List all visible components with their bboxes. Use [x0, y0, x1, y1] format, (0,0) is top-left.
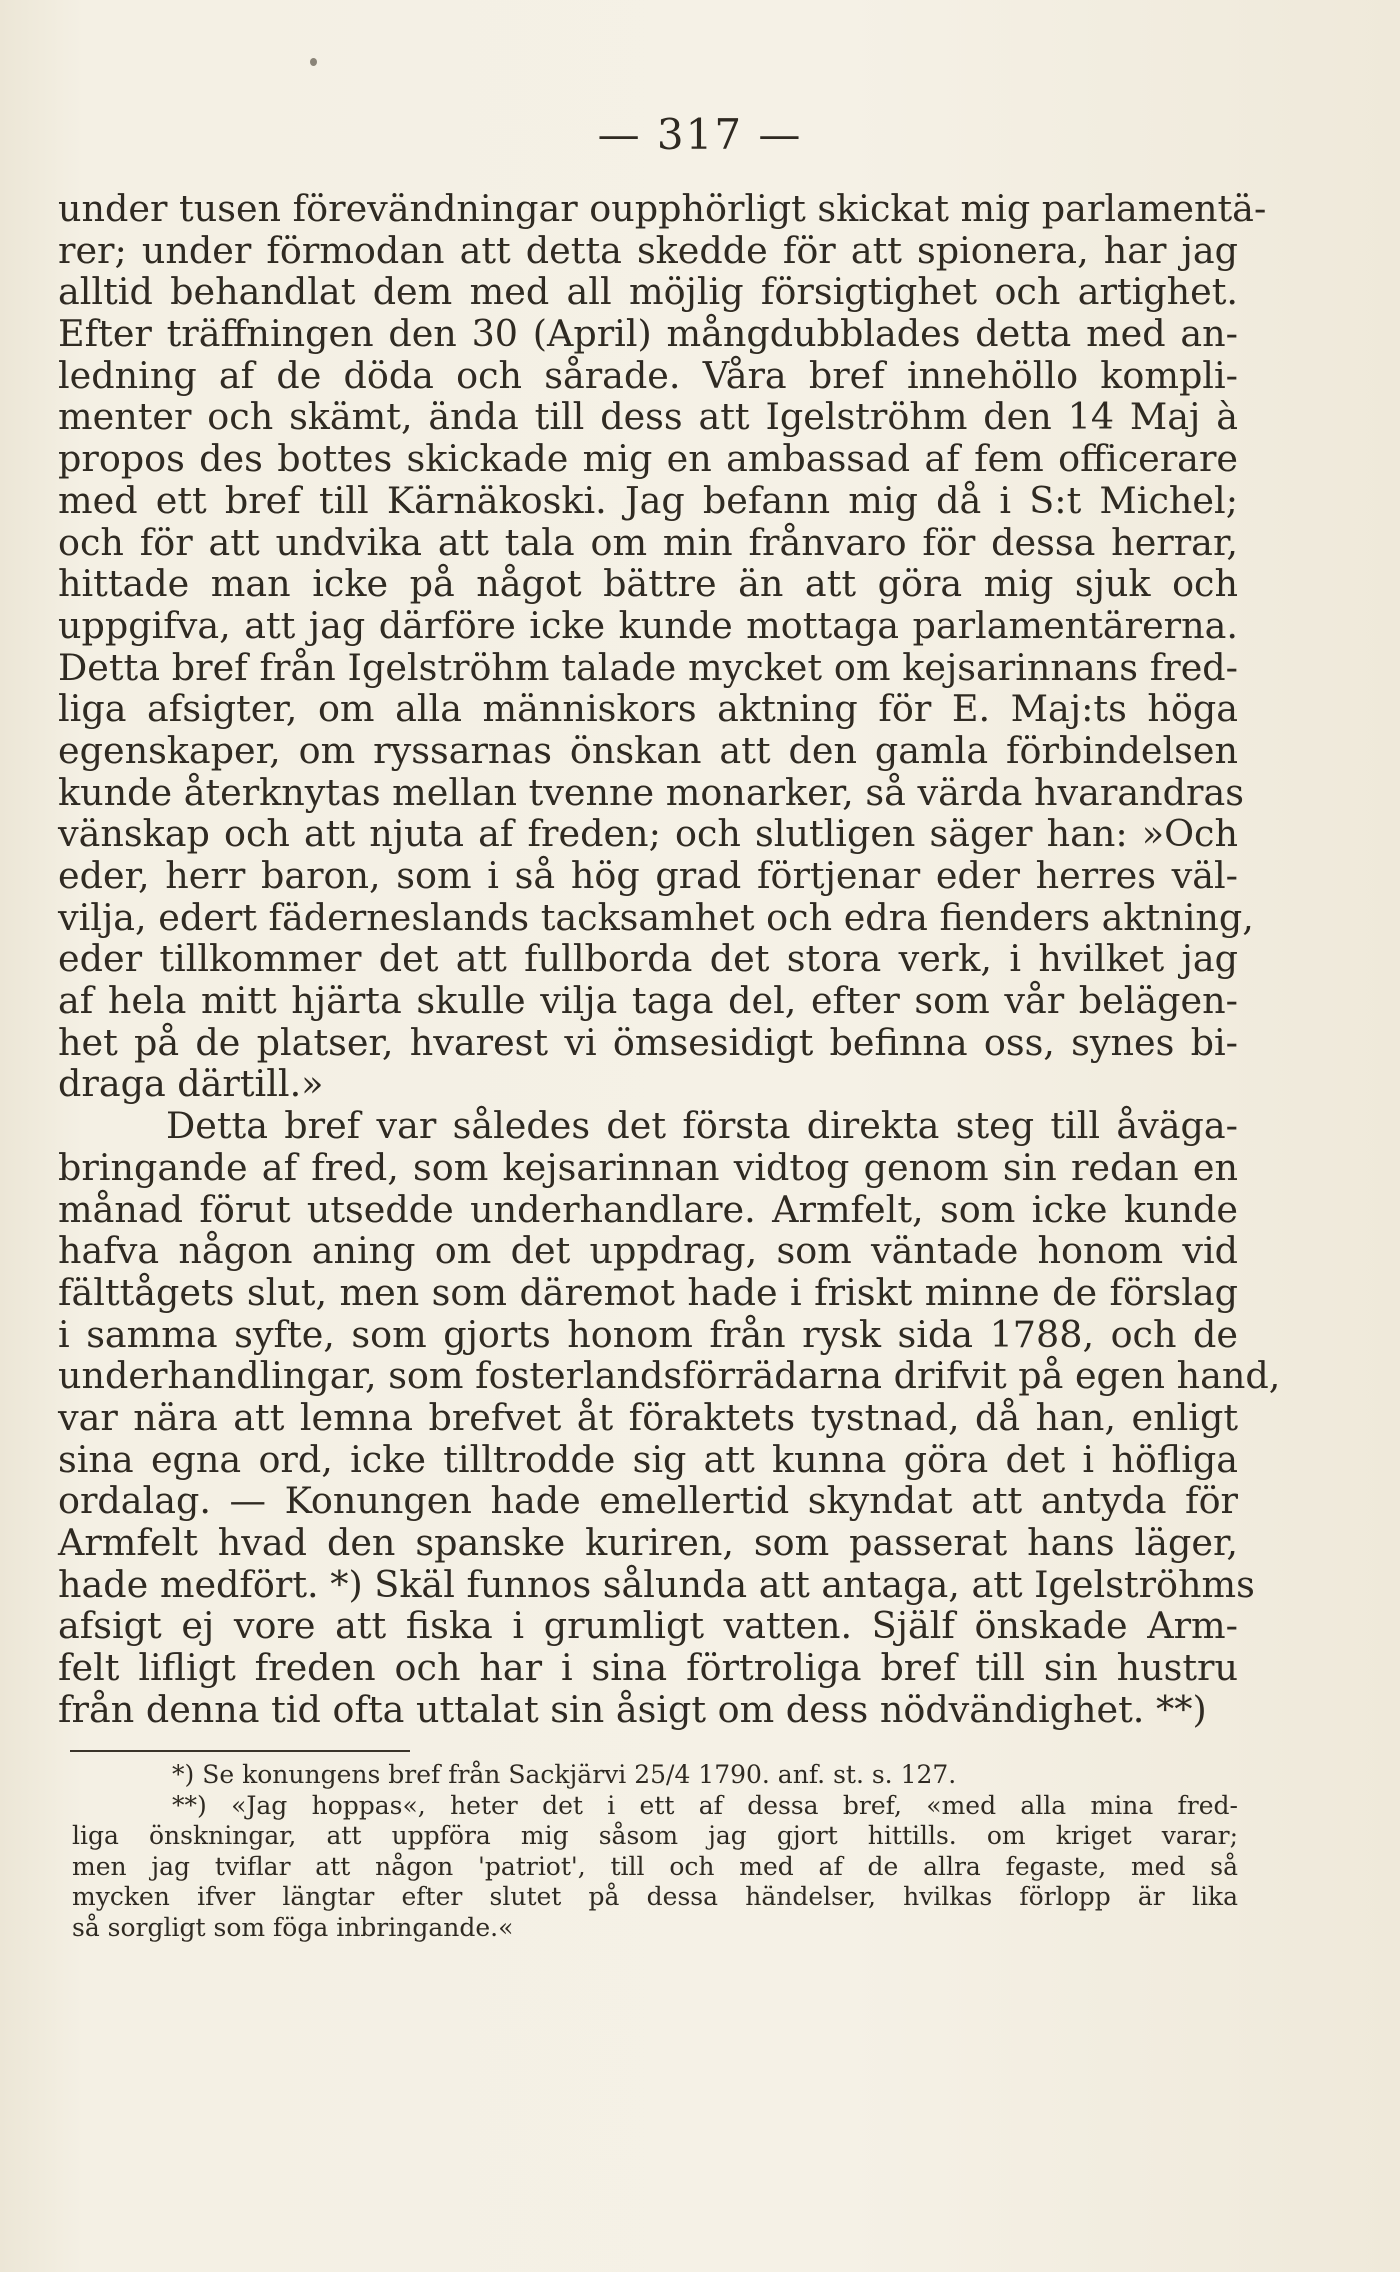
- page-number: — 317 —: [597, 110, 803, 159]
- text-line: afsigt ej vore att fiska i grumligt vatten. Själf önskade Arm-: [58, 1604, 1238, 1648]
- text-line: ordalag. — Konungen hade emellertid skyndat att antyda för: [58, 1479, 1238, 1523]
- footnote-line: liga önskningar, att uppföra mig såsom jag gjort hittills. om kriget varar;: [72, 1821, 1238, 1850]
- text-line: bringande af fred, som kejsarinnan vidtog genom sin redan en: [58, 1145, 1238, 1189]
- text-line: Detta bref var således det första direkta steg till åväga-: [166, 1104, 1238, 1148]
- text-line: underhandlingar, som fosterlandsförrädarna drifvit på egen hand,: [58, 1354, 1281, 1398]
- text-line: Efter träffningen den 30 (April) mångdubblades detta med an-: [58, 312, 1238, 356]
- text-line: kunde återknytas mellan tvenne monarker, så värda hvarandras: [58, 770, 1244, 814]
- text-line: af hela mitt hjärta skulle vilja taga del, efter som vår belägen-: [58, 979, 1238, 1023]
- text-line: alltid behandlat dem med all möjlig försigtighet och artighet.: [58, 270, 1238, 314]
- text-line: vilja, edert fäderneslands tacksamhet och edra fienders aktning,: [58, 895, 1254, 939]
- footnotes: [72, 1760, 1238, 1943]
- paper-speck: [310, 58, 317, 66]
- text-line: eder tillkommer det att fullborda det stora verk, i hvilket jag: [58, 937, 1238, 981]
- text-line: med ett bref till Kärnäkoski. Jag befann mig då i S:t Michel;: [58, 478, 1238, 522]
- text-line: hade medfört. *) Skäl funnos sålunda att antaga, att Igelströhms: [58, 1562, 1255, 1606]
- text-line: menter och skämt, ända till dess att Igelströhm den 14 Maj à: [58, 395, 1238, 439]
- text-line: Detta bref från Igelströhm talade mycket om kejsarinnans fred-: [58, 645, 1238, 689]
- text-line: ledning af de döda och sårade. Våra bref innehöllo kompli-: [58, 353, 1238, 397]
- text-line: Armfelt hvad den spanske kuriren, som passerat hans läger,: [58, 1521, 1238, 1564]
- text-line: i samma syfte, som gjorts honom från rysk sida 1788, och de: [58, 1312, 1238, 1356]
- text-line: var nära att lemna brefvet åt föraktets tystnad, då han, enligt: [58, 1395, 1238, 1439]
- text-line: vänskap och att njuta af freden; och slutligen säger han: »Och: [58, 812, 1238, 856]
- footnote-line: **) «Jag hoppas«, heter det i ett af dessa bref, «med alla mina fred-: [172, 1790, 1238, 1820]
- footnote-line: mycken ifver längtar efter slutet på dessa händelser, hvilkas förlopp är lika: [72, 1882, 1238, 1911]
- footnote-divider: [70, 1750, 410, 1752]
- footnote-line: men jag tviflar att någon 'patriot', till och med af de allra fegaste, med så: [72, 1851, 1238, 1881]
- text-line: rer; under förmodan att detta skedde för att spionera, har jag: [58, 228, 1238, 272]
- text-line: het på de platser, hvarest vi ömsesidigt befinna oss, synes bi-: [58, 1020, 1238, 1064]
- text-line: felt lifligt freden och har i sina förtroliga bref till sin hustru: [58, 1646, 1238, 1690]
- text-line: och för att undvika att tala om min frånvaro för dessa herrar,: [58, 520, 1238, 564]
- text-line: under tusen förevändningar oupphörligt skickat mig parlamentä-: [58, 187, 1267, 230]
- text-line: från denna tid ofta uttalat sin åsigt om dess nödvändighet. **): [58, 1687, 1207, 1731]
- text-line: propos des bottes skickade mig en ambassad af fem officerare: [58, 437, 1238, 481]
- text-line: sina egna ord, icke tilltrodde sig att kunna göra det i höfliga: [58, 1437, 1238, 1481]
- text-line: uppgifva, att jag därföre icke kunde mottaga parlamentärerna.: [58, 603, 1238, 647]
- footnote-line: så sorgligt som föga inbringande.«: [72, 1912, 514, 1942]
- text-line: hafva någon aning om det uppdrag, som väntade honom vid: [58, 1229, 1238, 1273]
- text-line: eder, herr baron, som i så hög grad förtjenar eder herres väl-: [58, 854, 1238, 897]
- text-line: draga därtill.»: [58, 1062, 324, 1106]
- text-line: månad förut utsedde underhandlare. Armfelt, som icke kunde: [58, 1187, 1238, 1231]
- body-text: [58, 187, 1281, 1731]
- text-line: fälttågets slut, men som däremot hade i friskt minne de förslag: [58, 1270, 1238, 1314]
- footnote-line: *) Se konungens bref från Sackjärvi 25/4 1790. anf. st. s. 127.: [172, 1760, 957, 1789]
- text-line: liga afsigter, om alla människors aktning för E. Maj:ts höga: [58, 687, 1238, 731]
- text-line: egenskaper, om ryssarnas önskan att den gamla förbindelsen: [58, 728, 1238, 772]
- text-line: hittade man icke på något bättre än att göra mig sjuk och: [58, 562, 1238, 606]
